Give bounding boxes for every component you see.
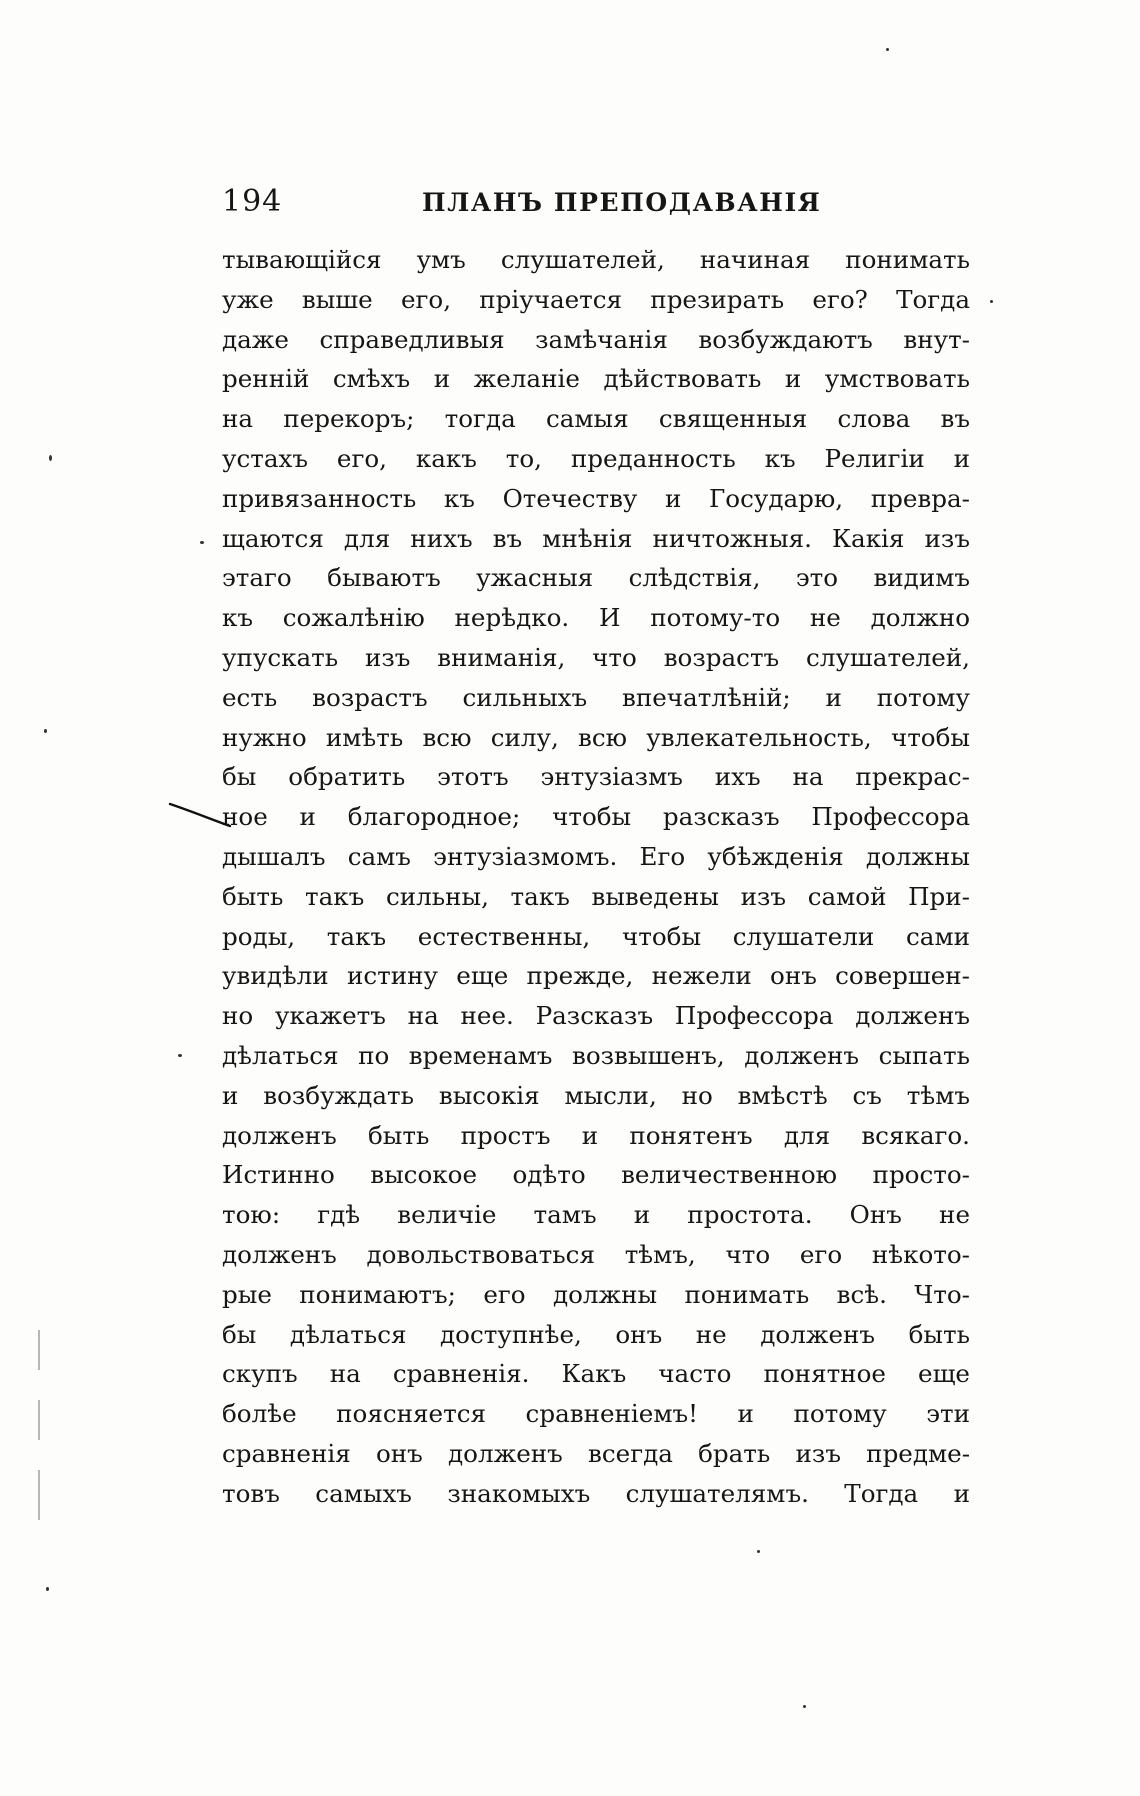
text-line: тывающійся умъ слушателей, начиная понимать [222, 245, 970, 274]
text-line: роды, такъ естественны, чтобы слушатели сами [222, 921, 970, 951]
text-line: бы обратить этотъ энтузіазмъ ихъ на прекрас- [222, 762, 970, 792]
text-line: скупъ на сравненія. Какъ часто понятное еще [222, 1359, 970, 1389]
body-text [222, 240, 970, 1514]
text-line: ное и благородное; чтобы разсказъ Профессора [222, 802, 970, 832]
text-line: щаются для нихъ въ мнѣнія ничтожныя. Какія изъ [222, 523, 970, 553]
text-line: есть возрастъ сильныхъ впечатлѣній; и потому [222, 682, 970, 712]
text-line: болѣе поясняется сравненіемъ! и потому эти [222, 1399, 970, 1429]
text-line: уже выше его, пріучается презирать его? Тогда [222, 284, 970, 314]
text-line: долженъ довольствоваться тѣмъ, что его нѣкото- [222, 1239, 970, 1269]
paper-speck [200, 541, 204, 544]
text-line: бы дѣлаться доступнѣе, онъ не долженъ быть [222, 1319, 970, 1349]
text-line: этаго бываютъ ужасныя слѣдствія, это видимъ [222, 563, 970, 593]
paper-speck [803, 1705, 806, 1708]
text-line: дышалъ самъ энтузіазмомъ. Его убѣжденія должны [222, 841, 970, 871]
text-line: даже справедливыя замѣчанія возбуждаютъ внут- [222, 324, 970, 354]
paper-speck [757, 1550, 760, 1553]
binding-edge-marks [36, 1330, 42, 1520]
text-line: и возбуждать высокія мысли, но вмѣстѣ съ тѣмъ [222, 1080, 970, 1110]
text-line: на перекоръ; тогда самыя священныя слова въ [222, 404, 970, 434]
text-line: къ сожалѣнію нерѣдко. И потому-то не должно [222, 603, 970, 633]
text-line: товъ самыхъ знакомыхъ слушателямъ. Тогда и [222, 1478, 970, 1508]
text-line: упускать изъ вниманія, что возрастъ слушателей, [222, 642, 970, 672]
margin-pencil-mark [168, 800, 248, 830]
text-line: нужно имѣть всю силу, всю увлекательность, чтобы [222, 722, 970, 752]
text-line: рые понимаютъ; его должны понимать всѣ. Что- [222, 1279, 970, 1309]
text-line: но укажетъ на нее. Разсказъ Профессора долженъ [222, 1001, 970, 1031]
text-line: ренній смѣхъ и желаніе дѣйствовать и умствовать [222, 364, 970, 394]
text-line: увидѣли истину еще прежде, нежели онъ совершен- [222, 961, 970, 991]
page-number: 194 [222, 184, 283, 219]
text-line: привязанность къ Отечеству и Государю, превра- [222, 483, 970, 513]
paper-speck [46, 1587, 49, 1591]
text-line: Истинно высокое одѣто величественною просто- [222, 1160, 970, 1190]
page-header [222, 182, 972, 222]
text-line: быть такъ сильны, такъ выведены изъ самой При- [222, 881, 970, 911]
paper-speck [886, 48, 889, 51]
text-line: долженъ быть простъ и понятенъ для всякаго. [222, 1120, 970, 1150]
running-head: ПЛАНЪ ПРЕПОДАВАНІЯ [422, 188, 822, 217]
paper-speck [44, 729, 47, 733]
text-line: дѣлаться по временамъ возвышенъ, долженъ сыпать [222, 1040, 970, 1070]
text-line: устахъ его, какъ то, преданность къ Религіи и [222, 443, 970, 473]
paper-speck [178, 1054, 182, 1057]
paper-speck [990, 300, 993, 303]
text-line: тою: гдѣ величіе тамъ и простота. Онъ не [222, 1200, 970, 1230]
paper-speck [49, 455, 52, 461]
text-line: сравненія онъ долженъ всегда брать изъ предме- [222, 1438, 970, 1468]
